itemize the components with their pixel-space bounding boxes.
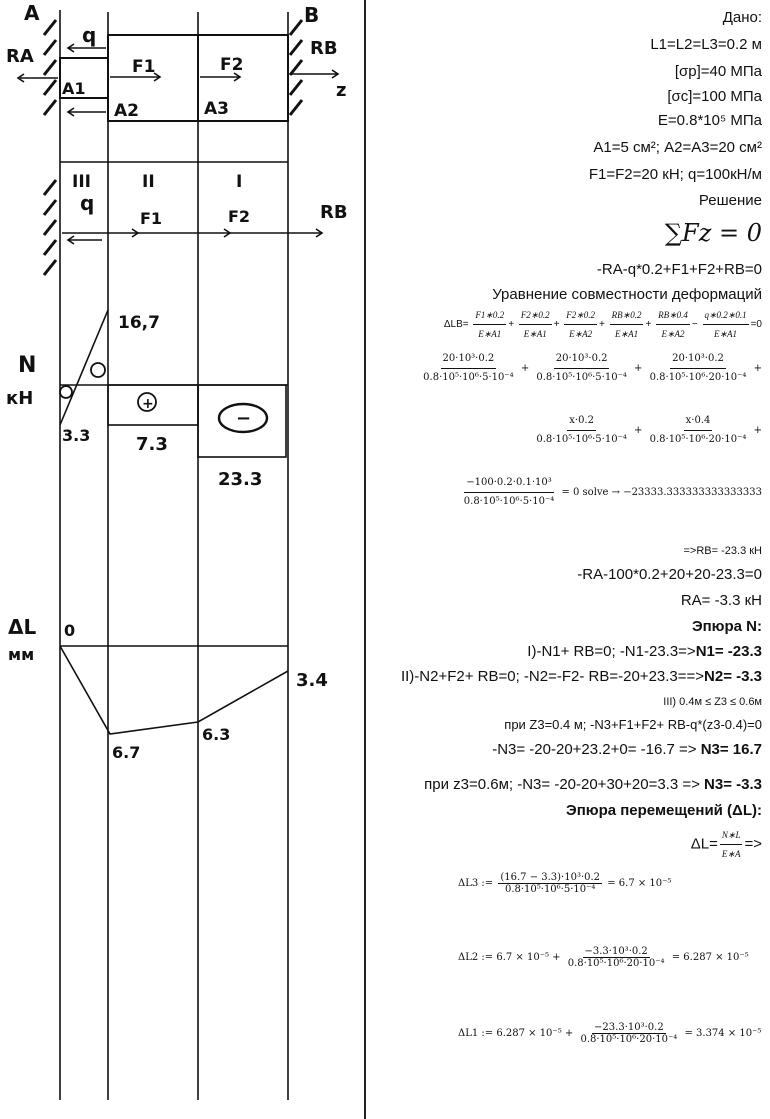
n1-equation: I)-N1+ RB=0; -N1-23.3=> — [527, 643, 696, 660]
term2-den: E∗A1 — [523, 329, 547, 339]
rb-result: =>RB= -23.3 кН — [683, 545, 762, 557]
solve-result: = 0 solve → −23333.333333333333333 — [561, 487, 762, 498]
area-a1-label: A1 — [62, 79, 86, 98]
n-value-right: 23.3 — [218, 469, 263, 490]
epure-n-title: Эпюра N: — [691, 618, 762, 635]
equilibrium-equation: -RA-q*0.2+F1+F2+RB=0 — [596, 261, 762, 278]
num2-num: 20·10³·0.2 — [554, 350, 610, 369]
reaction-ra-label: RA — [6, 46, 34, 67]
n3-range: III) 0.4м ≤ Z3 ≤ 0.6м — [663, 696, 762, 708]
dl-unit-label: мм — [8, 645, 35, 664]
num5-num: x·0.4 — [684, 412, 713, 431]
n3-calc-1: -N3= -20-20+23.2+0= -16.7 => — [492, 741, 697, 758]
dl3-lhs: ΔL3 := — [458, 878, 494, 889]
num3-den: 0.8·10⁵·10⁶·20·10⁻⁴ — [649, 372, 747, 383]
force-f1-label: F1 — [132, 57, 156, 77]
term2-num: F2∗0.2 — [519, 306, 552, 325]
n-axis-label: N — [18, 353, 37, 378]
sum-fz-equation: ∑Fz = 0 — [664, 219, 762, 247]
n-value-left: 3.3 — [62, 426, 91, 445]
given-forces: F1=F2=20 кН; q=100кН/м — [588, 166, 762, 183]
ra-result: RA= -3.3 кН — [680, 592, 762, 609]
wall-hatch-left — [44, 20, 56, 115]
minus-sign: − — [236, 408, 252, 429]
dl2-result: = 6.287 × 10⁻⁵ — [671, 952, 749, 963]
given-stress-compression: [σс]=100 МПа — [667, 88, 762, 105]
column-divider — [364, 0, 366, 1119]
dl2-calc — [458, 946, 749, 969]
load-q-label-2: q — [80, 191, 95, 215]
axis-z-label: z — [336, 80, 347, 101]
n-unit-label: кН — [6, 388, 34, 409]
area-a3-label: A3 — [204, 99, 229, 119]
given-areas: A1=5 см²; A2=A3=20 см² — [593, 139, 762, 156]
dl1-result: = 3.374 × 10⁻⁵ — [684, 1028, 762, 1039]
wall-label-left: A — [24, 1, 40, 25]
force-f2-label: F2 — [220, 55, 244, 75]
dl-formula-arrow: => — [744, 835, 762, 853]
term3-den: E∗A2 — [569, 329, 593, 339]
given-lengths: L1=L2=L3=0.2 м — [650, 36, 762, 53]
dl2-den: 0.8·10⁵·10⁶·20·10⁻⁴ — [567, 958, 665, 969]
dl1-calc — [458, 1022, 761, 1045]
dl1-lhs: ΔL1 := 6.287 × 10⁻⁵ + — [458, 1028, 574, 1039]
dl-value-2: 6.3 — [202, 725, 231, 744]
equals-zero: =0 — [750, 319, 762, 331]
term5-num: RB∗0.4 — [656, 306, 690, 325]
dl-axis-label: ΔL — [8, 615, 37, 639]
load-q-label: q — [82, 23, 97, 47]
term1-num: F1∗0.2 — [473, 306, 506, 325]
term3-num: F2∗0.2 — [564, 306, 597, 325]
dl-formula-lhs: ΔL= — [690, 835, 718, 853]
n3-line-2 — [424, 776, 762, 794]
n-value-mid: 7.3 — [136, 434, 168, 455]
dl2-lhs: ΔL2 := 6.7 × 10⁻⁵ + — [458, 952, 561, 963]
dl1-num: −23.3·10³·0.2 — [594, 1022, 664, 1033]
term4-num: RB∗0.2 — [610, 306, 644, 325]
dl3-calc — [458, 872, 671, 895]
solution-column — [370, 0, 762, 1119]
solution-title: Решение — [698, 192, 762, 209]
given-modulus: E=0.8*10⁵ МПа — [657, 112, 762, 129]
n3-result-2: N3= -3.3 — [704, 776, 762, 793]
dl3-num: (16.7 − 3.3)·10³·0.2 — [500, 872, 601, 883]
num5-den: 0.8·10⁵·10⁶·20·10⁻⁴ — [649, 434, 747, 445]
n2-line — [401, 668, 762, 686]
dl3-result: = 6.7 × 10⁻⁵ — [607, 878, 672, 889]
term5-den: E∗A2 — [661, 329, 685, 339]
dl-zero-label: 0 — [64, 621, 76, 640]
dl-formula-num: N∗L — [720, 826, 743, 845]
wall-label-right: B — [304, 3, 320, 27]
n2-result: N2= -3.3 — [704, 668, 762, 685]
compatibility-title: Уравнение совместности деформаций — [492, 286, 762, 303]
wall-hatch-right — [290, 20, 302, 115]
equilibrium-substituted: -RA-100*0.2+20+20-23.3=0 — [577, 566, 762, 583]
n3-result-1: N3= 16.7 — [700, 741, 762, 758]
solve-line — [460, 474, 762, 511]
term4-den: E∗A1 — [615, 329, 639, 339]
num1-num: 20·10³·0.2 — [441, 350, 497, 369]
section-i-label: I — [236, 172, 243, 192]
n-value-top: 16,7 — [118, 313, 160, 333]
num6-den: 0.8·10⁵·10⁶·5·10⁻⁴ — [463, 496, 555, 507]
section-iii-label: III — [72, 172, 91, 192]
num4-den: 0.8·10⁵·10⁶·5·10⁻⁴ — [536, 434, 627, 445]
force-f2-label-2: F2 — [228, 207, 251, 226]
num1-den: 0.8·10⁵·10⁶·5·10⁻⁴ — [423, 372, 514, 383]
area-a2-label: A2 — [114, 101, 139, 121]
n1-result: N1= -23.3 — [695, 643, 762, 660]
dl-formula — [691, 826, 762, 863]
numeric-equation-line1: $\frac{\text{20·10³·0.2}}{\text{0.8·10⁵·10⁶·5·10⁻⁴}}$ + $\frac{\text{20·10³·0.2}}{\text{0.8·10⁵·10⁶·5·10⁻⁴}}$ + $\frac{\text{20·10³·0.2}}{\text{0.8·10⁵·10⁶·20·10⁻⁴}}$ + — [419, 350, 762, 387]
n3-equation: при Z3=0.4 м; -N3+F1+F2+ RB-q*(z3-0.4)=0 — [504, 717, 762, 732]
n3-calc-2: при z3=0.6м; -N3= -20-20+30+20=3.3 => — [424, 776, 700, 793]
numeric-equation-line2: $\frac{x\cdot 0.2}{\text{0.8·10⁵·10⁶·5·10⁻⁴}}$ + $\frac{x\cdot 0.4}{\text{0.8·10⁵·10⁶·20·10⁻⁴}}$ + — [532, 412, 762, 449]
plus-sign: + — [142, 396, 154, 412]
given-title: Дано: — [722, 9, 762, 26]
num3-num: 20·10³·0.2 — [670, 350, 726, 369]
num4-num: x·0.2 — [567, 412, 596, 431]
force-f1-label-2: F1 — [140, 209, 163, 228]
dl1-den: 0.8·10⁵·10⁶·20·10⁻⁴ — [580, 1034, 678, 1045]
n2-equation: II)-N2+F2+ RB=0; -N2=-F2- RB=-20+23.3==> — [400, 668, 705, 685]
num2-den: 0.8·10⁵·10⁶·5·10⁻⁴ — [536, 372, 627, 383]
hand-drawn-diagram — [0, 0, 365, 1119]
n3-line-1 — [492, 741, 762, 759]
n1-line — [527, 643, 762, 661]
dl-value-end: 3.4 — [296, 670, 328, 691]
dl3-den: 0.8·10⁵·10⁶·5·10⁻⁴ — [504, 884, 596, 895]
term6-den: E∗A1 — [714, 329, 738, 339]
term1-den: E∗A1 — [478, 329, 502, 339]
given-stress-tension: [σр]=40 МПа — [674, 63, 762, 80]
compatibility-equation: ΔLB= $\frac{F1∗0.2}{E∗A1}$ + $\frac{F2∗0.2}{E∗A1}$ + $\frac{F2∗0.2}{E∗A2}$ + $\frac{RB∗0.2}{E∗A1}$ + $\frac{RB∗0.4}{E∗A2}$ − $\frac{q∗0.2∗0.1}{E∗A1}$ =0 — [444, 306, 762, 343]
reaction-rb-label-2: RB — [320, 202, 348, 223]
dl-value-1: 6.7 — [112, 743, 141, 762]
reaction-rb-label: RB — [310, 38, 338, 59]
epure-dl-title: Эпюра перемещений (ΔL): — [566, 802, 762, 819]
dl-b-label: ΔLB= — [443, 319, 469, 331]
dl2-num: −3.3·10³·0.2 — [584, 946, 648, 957]
section-ii-label: II — [142, 172, 155, 192]
num6-num: −100·0.2·0.1·10³ — [464, 474, 554, 493]
term6-num: q∗0.2∗0.1 — [703, 306, 749, 325]
dl-formula-den: E∗A — [721, 849, 741, 859]
